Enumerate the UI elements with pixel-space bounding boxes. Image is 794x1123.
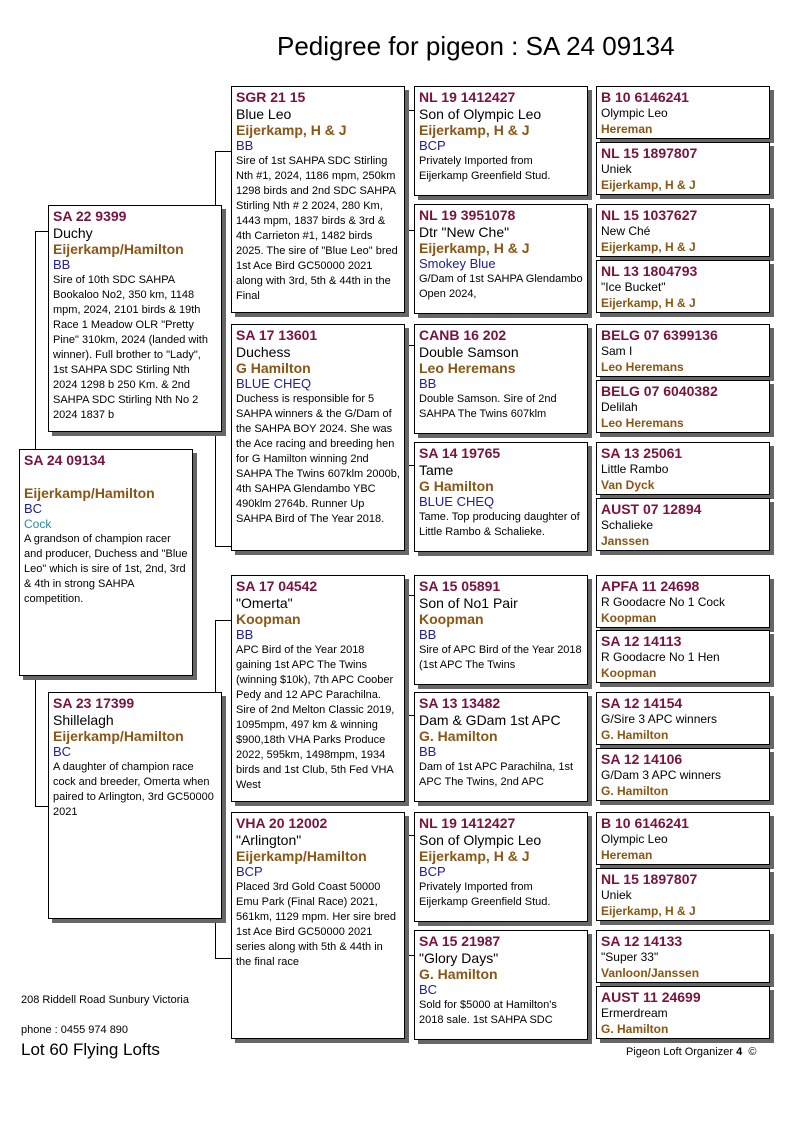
ring-number: NL 13 1804793 bbox=[601, 263, 698, 279]
connector-line bbox=[407, 345, 414, 346]
ancestor-card[interactable] bbox=[596, 380, 770, 433]
breeder: Eijerkamp, H & J bbox=[601, 904, 696, 918]
pigeon-name: G/Dam 3 APC winners bbox=[601, 768, 722, 782]
ancestor-card[interactable] bbox=[596, 204, 770, 257]
ancestor-card[interactable] bbox=[596, 868, 770, 921]
pigeon-name: Uniek bbox=[601, 888, 632, 902]
dam-card[interactable] bbox=[48, 692, 222, 919]
pigeon-name: Duchy bbox=[53, 225, 93, 241]
ring-number: BELG 07 6399136 bbox=[601, 327, 718, 343]
breeder: G. Hamilton bbox=[601, 1022, 669, 1036]
connector-line bbox=[407, 595, 408, 715]
color: BCP bbox=[236, 864, 263, 879]
connector-line bbox=[35, 676, 36, 806]
ring-number: SA 12 14106 bbox=[601, 751, 683, 767]
breeder: Van Dyck bbox=[601, 478, 655, 492]
ring-number: SA 23 17399 bbox=[53, 695, 135, 711]
great-grandparent-card[interactable] bbox=[414, 812, 588, 922]
breeder: Hereman bbox=[601, 848, 653, 862]
ring-number: B 10 6146241 bbox=[601, 815, 689, 831]
grandparent-card[interactable] bbox=[231, 575, 405, 802]
breeder: Eijerkamp/Hamilton bbox=[24, 485, 155, 501]
loft-name: Lot 60 Flying Lofts bbox=[21, 1040, 160, 1059]
connector-line bbox=[407, 715, 414, 716]
breeder: Vanloon/Janssen bbox=[601, 966, 700, 980]
pigeon-name: Tame bbox=[419, 462, 454, 478]
pigeon-name: Dam & GDam 1st APC bbox=[419, 712, 561, 728]
pigeon-name: R Goodacre No 1 Hen bbox=[601, 650, 720, 664]
sex: Cock bbox=[24, 517, 52, 531]
breeder: G Hamilton bbox=[236, 360, 311, 376]
ancestor-card[interactable] bbox=[596, 930, 770, 983]
color: Smokey Blue bbox=[419, 256, 496, 271]
ring-number: BELG 07 6040382 bbox=[601, 383, 718, 399]
software-version: 4 bbox=[736, 1046, 743, 1058]
connector-line bbox=[215, 151, 231, 152]
notes: Tame. Top producing daughter of Little Rambo & Schalieke. bbox=[419, 511, 580, 538]
pigeon-name: R Goodacre No 1 Cock bbox=[601, 595, 726, 609]
notes: Privately Imported from Eijerkamp Greenfield Stud. bbox=[419, 155, 551, 182]
subject-card[interactable] bbox=[19, 449, 193, 676]
connector-line bbox=[215, 620, 216, 692]
breeder: Eijerkamp, H & J bbox=[601, 296, 696, 310]
ring-number: AUST 07 12894 bbox=[601, 501, 702, 517]
notes: A daughter of champion race cock and breeder, Omerta when paired to Arlington, 3rd GC50000 2021 bbox=[53, 761, 214, 818]
notes: Sire of APC Bird of the Year 2018 (1st APC The Twins bbox=[419, 644, 582, 671]
ring-number: SA 13 13482 bbox=[419, 695, 501, 711]
notes: Privately Imported from Eijerkamp Greenfield Stud. bbox=[419, 881, 551, 908]
color: BC bbox=[53, 744, 72, 759]
pigeon-name: Sam I bbox=[601, 344, 633, 358]
connector-line bbox=[215, 151, 216, 207]
ancestor-card[interactable] bbox=[596, 442, 770, 495]
connector-line bbox=[407, 230, 414, 231]
color: BC bbox=[419, 982, 438, 997]
breeder: Leo Heremans bbox=[419, 360, 516, 376]
breeder: Eijerkamp, H & J bbox=[601, 240, 696, 254]
ring-number: SA 12 14154 bbox=[601, 695, 683, 711]
grandparent-card[interactable] bbox=[231, 324, 405, 551]
ring-number: NL 19 3951078 bbox=[419, 207, 516, 223]
notes: Sire of 10th SDC SAHPA Bookaloo No2, 350 km, 1148 mpm, 2024, 2101 birds & 19th Race 1 Meadow OLR "Pretty Pine" 310km, 2024 (landed with winner). Full brother to "Lady", 1st SAHPA SDC Stirling Nth 2024 1298 b 250 Km. & 2nd SAHPA SDC Stirling Nth No 2 2024 1837 b bbox=[53, 274, 208, 421]
notes: Placed 3rd Gold Coast 50000 Emu Park (Final Race) 2021, 561km, 1129 mpm. Her sire bred 1st Ace Bird GC50000 2021 series along with 5th & 44th in the final race bbox=[236, 881, 396, 968]
notes: APC Bird of the Year 2018 gaining 1st APC The Twins (winning $10k), 7th APC Coober Pedy and 12 APC Parachilna. Sire of 2nd Melton Classic 2019, 1095mpm, 497 km & winning $900,18th VHA Parks Produce 2022, 595km, 1498mpm, 1934 birds and 1st Club, 5th Fed VHA West bbox=[236, 644, 395, 791]
breeder: Eijerkamp/Hamilton bbox=[236, 848, 367, 864]
ring-number: NL 19 1412427 bbox=[419, 815, 516, 831]
pigeon-name: Schalieke bbox=[601, 518, 654, 532]
breeder: Eijerkamp/Hamilton bbox=[53, 241, 184, 257]
copyright-icon: © bbox=[748, 1046, 757, 1058]
color: BB bbox=[419, 744, 437, 759]
ring-number: NL 15 1037627 bbox=[601, 207, 698, 223]
breeder: Eijerkamp, H & J bbox=[419, 122, 530, 138]
ancestor-card[interactable] bbox=[596, 748, 770, 801]
color: BCP bbox=[419, 138, 446, 153]
notes: Dam of 1st APC Parachilna, 1st APC The Twins, 2nd APC bbox=[419, 761, 574, 788]
ring-number: SA 22 9399 bbox=[53, 208, 127, 224]
pigeon-name: "Ice Bucket" bbox=[601, 280, 666, 294]
pigeon-name: "Super 33" bbox=[601, 950, 659, 964]
phone: phone : 0455 974 890 bbox=[21, 1024, 129, 1036]
ring-number: SA 24 09134 bbox=[24, 452, 106, 468]
grandparent-card[interactable] bbox=[231, 812, 405, 1039]
connector-line bbox=[407, 110, 408, 230]
connector-line bbox=[215, 620, 231, 621]
ancestor-card[interactable] bbox=[596, 692, 770, 745]
software-name: Pigeon Loft Organizer bbox=[626, 1046, 734, 1058]
great-grandparent-card[interactable] bbox=[414, 575, 588, 685]
ancestor-card[interactable] bbox=[596, 498, 770, 551]
ring-number: AUST 11 24699 bbox=[601, 989, 701, 1005]
great-grandparent-card[interactable] bbox=[414, 442, 588, 552]
pigeon-name: Olympic Leo bbox=[601, 832, 668, 846]
grandparent-card[interactable] bbox=[231, 86, 405, 313]
color: BLUE CHEQ bbox=[236, 376, 312, 391]
connector-line bbox=[215, 958, 231, 959]
page-title: Pedigree for pigeon : SA 24 09134 bbox=[277, 31, 675, 61]
pigeon-name: Ermerdream bbox=[601, 1006, 668, 1020]
ring-number: NL 19 1412427 bbox=[419, 89, 516, 105]
pigeon-name: Duchess bbox=[236, 344, 291, 360]
pigeon-name: Shillelagh bbox=[53, 712, 114, 728]
color: BB bbox=[53, 257, 71, 272]
great-grandparent-card[interactable] bbox=[414, 86, 588, 196]
notes: Duchess is responsible for 5 SAHPA winners & the G/Dam of the SAHPA BOY 2024. She was the Ace racing and breeding hen for G Hamilton winning 2nd SAHPA The Twins 607klm 2000b, 4th SAHPA Glendambo YBC 490klm 2764b. Runner Up SAHPA Bird of The Year 2018. bbox=[236, 393, 400, 525]
connector-line bbox=[407, 465, 414, 466]
ring-number: SA 15 21987 bbox=[419, 933, 501, 949]
connector-line bbox=[407, 835, 408, 955]
color: BCP bbox=[419, 864, 446, 879]
connector-line bbox=[407, 345, 408, 465]
pigeon-name: Son of No1 Pair bbox=[419, 595, 518, 611]
breeder: G. Hamilton bbox=[601, 728, 669, 742]
color: BLUE CHEQ bbox=[419, 494, 495, 509]
breeder: Eijerkamp, H & J bbox=[236, 122, 347, 138]
breeder: G Hamilton bbox=[419, 478, 494, 494]
breeder: Koopman bbox=[236, 611, 301, 627]
great-grandparent-card[interactable] bbox=[414, 930, 588, 1040]
color: BB bbox=[236, 627, 254, 642]
notes: A grandson of champion racer and producer, Duchess and "Blue Leo" which is sire of 1st, 2nd, 3rd & 4th in strong SAHPA competition. bbox=[24, 533, 188, 605]
ring-number: SA 13 25061 bbox=[601, 445, 683, 461]
connector-line bbox=[215, 431, 216, 546]
pigeon-name: "Glory Days" bbox=[419, 950, 499, 966]
color: BB bbox=[419, 376, 437, 391]
breeder: Eijerkamp, H & J bbox=[419, 848, 530, 864]
connector-line bbox=[35, 231, 49, 232]
color: BC bbox=[24, 501, 43, 516]
ancestor-card[interactable] bbox=[596, 324, 770, 377]
pigeon-name: Son of Olympic Leo bbox=[419, 832, 542, 848]
great-grandparent-card[interactable] bbox=[414, 324, 588, 434]
notes: G/Dam of 1st SAHPA Glendambo Open 2024, bbox=[419, 273, 583, 300]
ring-number: SA 12 14133 bbox=[601, 933, 683, 949]
software-credit bbox=[626, 1046, 756, 1058]
color: BB bbox=[419, 627, 437, 642]
great-grandparent-card[interactable] bbox=[414, 692, 588, 802]
breeder: Eijerkamp, H & J bbox=[601, 178, 696, 192]
ring-number: NL 15 1897807 bbox=[601, 871, 698, 887]
connector-line bbox=[215, 913, 216, 958]
pigeon-name: Delilah bbox=[601, 400, 638, 414]
connector-line bbox=[407, 835, 414, 836]
breeder: Koopman bbox=[601, 666, 657, 680]
connector-line bbox=[407, 110, 414, 111]
pigeon-name: Double Samson bbox=[419, 344, 519, 360]
pigeon-name: New Ché bbox=[601, 224, 651, 238]
notes: Sold for $5000 at Hamilton's 2018 sale. 1st SAHPA SDC bbox=[419, 999, 557, 1026]
ring-number: NL 15 1897807 bbox=[601, 145, 698, 161]
pigeon-name: Olympic Leo bbox=[601, 106, 668, 120]
ring-number: SA 17 13601 bbox=[236, 327, 318, 343]
connector-line bbox=[407, 955, 414, 956]
breeder: Leo Heremans bbox=[601, 360, 684, 374]
ancestor-card[interactable] bbox=[596, 812, 770, 865]
notes: Sire of 1st SAHPA SDC Stirling Nth #1, 2024, 1186 mpm, 250km 1298 birds and 2nd SDC SAHPA Stirling Nth # 2 2024, 280 Km, 1443 mpm, 1837 birds & 3rd & 4th Carrieton #1, 1482 birds 2025. The sire of "Blue Leo" bred 1st Ace Bird GC50000 2021 along with 3rd, 5th & 44th in the Final bbox=[236, 155, 398, 302]
pigeon-name: Blue Leo bbox=[236, 106, 292, 122]
ancestor-card[interactable] bbox=[596, 86, 770, 139]
ring-number: B 10 6146241 bbox=[601, 89, 689, 105]
breeder: G. Hamilton bbox=[419, 966, 498, 982]
breeder: Eijerkamp/Hamilton bbox=[53, 728, 184, 744]
breeder: G. Hamilton bbox=[601, 784, 669, 798]
connector-line bbox=[35, 231, 36, 450]
breeder: Eijerkamp, H & J bbox=[419, 240, 530, 256]
ring-number: SA 15 05891 bbox=[419, 578, 501, 594]
pigeon-name: "Omerta" bbox=[236, 595, 293, 611]
ring-number: APFA 11 24698 bbox=[601, 578, 700, 594]
breeder: Leo Heremans bbox=[601, 416, 684, 430]
sire-card[interactable] bbox=[48, 205, 222, 432]
pigeon-name: Uniek bbox=[601, 162, 632, 176]
ring-number: SA 14 19765 bbox=[419, 445, 501, 461]
breeder: Hereman bbox=[601, 122, 653, 136]
pigeon-name: "Arlington" bbox=[236, 832, 302, 848]
pigeon-name: Little Rambo bbox=[601, 462, 669, 476]
connector-line bbox=[215, 546, 231, 547]
breeder: G. Hamilton bbox=[419, 728, 498, 744]
ancestor-card[interactable] bbox=[596, 260, 770, 313]
ring-number: SGR 21 15 bbox=[236, 89, 306, 105]
ancestor-card[interactable] bbox=[596, 575, 770, 628]
ring-number: SA 17 04542 bbox=[236, 578, 318, 594]
pigeon-name: Son of Olympic Leo bbox=[419, 106, 542, 122]
connector-line bbox=[407, 595, 414, 596]
breeder: Koopman bbox=[601, 611, 657, 625]
breeder: Koopman bbox=[419, 611, 484, 627]
ancestor-card[interactable] bbox=[596, 986, 770, 1039]
pigeon-name: Dtr "New Che" bbox=[419, 224, 510, 240]
notes: Double Samson. Sire of 2nd SAHPA The Twins 607klm bbox=[419, 393, 557, 420]
color: BB bbox=[236, 138, 254, 153]
ring-number: SA 12 14113 bbox=[601, 633, 682, 649]
connector-line bbox=[35, 806, 49, 807]
great-grandparent-card[interactable] bbox=[414, 204, 588, 314]
address: 208 Riddell Road Sunbury Victoria bbox=[21, 994, 189, 1006]
ring-number: VHA 20 12002 bbox=[236, 815, 328, 831]
pigeon-name: G/Sire 3 APC winners bbox=[601, 712, 718, 726]
ancestor-card[interactable] bbox=[596, 630, 770, 683]
breeder: Janssen bbox=[601, 534, 650, 548]
ancestor-card[interactable] bbox=[596, 142, 770, 195]
ring-number: CANB 16 202 bbox=[419, 327, 507, 343]
